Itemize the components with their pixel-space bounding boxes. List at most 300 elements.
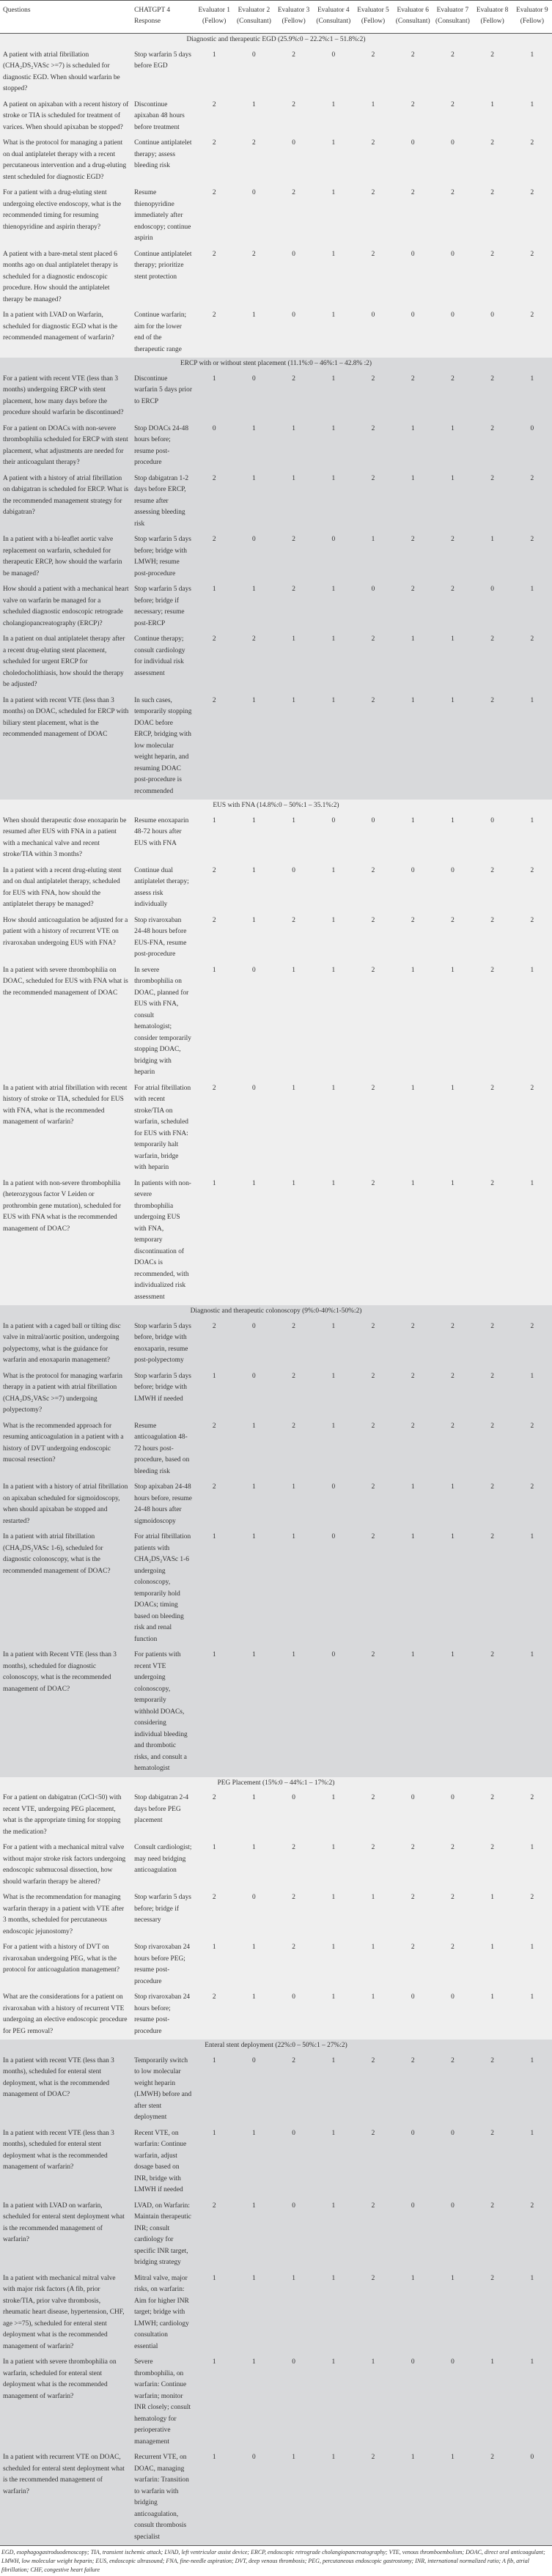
score-evaluator-7: 1 [451, 2454, 455, 2461]
question-cell: In a patient with recurrent VTE on DOAC, scheduled for enteral stent deployment what is the recommended management of warfarin? [3, 2454, 125, 2495]
score-evaluator-9: 2 [530, 1483, 534, 1491]
evaluator-role: (Consultant) [316, 18, 351, 25]
response-cell: Continue warfarin; aim for the lower end of the therapeutic range [134, 311, 187, 353]
score-evaluator-1: 1 [212, 51, 216, 59]
header-questions: Questions [3, 7, 31, 14]
score-evaluator-8: 2 [490, 1483, 494, 1491]
score-evaluator-2: 0 [252, 966, 256, 974]
response-cell: Stop warfarin 5 days before, bridge with enoxaparin, resume post-polypectomy [134, 1322, 191, 1364]
score-evaluator-8: 1 [490, 1993, 494, 2001]
score-evaluator-6: 1 [411, 816, 415, 824]
score-evaluator-9: 1 [530, 51, 534, 59]
score-evaluator-9: 2 [530, 1322, 534, 1330]
score-evaluator-9: 2 [530, 474, 534, 482]
score-evaluator-7: 0 [451, 2358, 455, 2366]
score-evaluator-7: 0 [451, 2129, 455, 2137]
score-evaluator-2: 0 [252, 536, 256, 543]
score-evaluator-6: 0 [411, 1993, 415, 2001]
score-evaluator-2: 2 [252, 635, 256, 643]
score-evaluator-1: 1 [212, 1944, 216, 1951]
score-evaluator-4: 0 [331, 1533, 336, 1540]
section-title: ERCP with or without stent placement (11.1%:0 – 46%:1 – 42.8% :2) [180, 360, 372, 367]
score-evaluator-8: 2 [490, 474, 494, 482]
table-row [0, 2355, 552, 2450]
score-evaluator-8: 2 [490, 2129, 494, 2137]
score-evaluator-7: 1 [451, 1651, 455, 1658]
score-evaluator-2: 1 [252, 866, 256, 874]
score-evaluator-3: 1 [292, 1179, 295, 1187]
score-evaluator-3: 2 [292, 1322, 295, 1330]
score-evaluator-5: 2 [371, 1084, 375, 1092]
question-cell: How should a patient with a mechanical heart valve on warfarin be managed for a scheduled diagnostic endoscopic retrograde cholangiopancreatography (ERCP)? [3, 586, 129, 627]
table-row [0, 1529, 552, 1647]
header-evaluator-6 [393, 1, 433, 34]
question-cell: A patient with a history of atrial fibrillation on dabigatran is scheduled for ERCP. What is the recommended management strategy for dabigatran? [3, 474, 129, 516]
section-title: EUS with FNA (14.8%:0 – 50%:1 – 35.1%:2) [213, 802, 339, 809]
score-evaluator-7: 2 [451, 100, 455, 108]
score-evaluator-4: 1 [331, 1179, 336, 1187]
table-row [0, 136, 552, 185]
score-evaluator-7: 1 [451, 696, 455, 704]
response-cell: Continue dual antiplatelet therapy; assess risk individually [134, 866, 189, 908]
score-evaluator-9: 1 [530, 1179, 534, 1187]
score-evaluator-2: 0 [252, 1372, 256, 1380]
score-evaluator-4: 0 [331, 536, 336, 543]
score-evaluator-5: 2 [371, 2454, 375, 2461]
score-evaluator-4: 1 [331, 139, 336, 147]
question-cell: What is the recommended approach for resuming anticoagulation in a patient with a history of DVT undergoing endoscopic mucosal resection? [3, 1422, 124, 1464]
score-evaluator-5: 2 [371, 189, 375, 196]
score-evaluator-6: 1 [411, 474, 415, 482]
evaluator-name: Evaluator 9 [516, 7, 548, 14]
score-evaluator-1: 1 [212, 2274, 216, 2282]
table-row [0, 2053, 552, 2126]
table-row [0, 1480, 552, 1529]
score-evaluator-3: 0 [292, 250, 295, 258]
score-evaluator-3: 0 [292, 139, 295, 147]
question-cell: In a patient with recent VTE (less than 3 months), scheduled for enteral stent deployment, what is the recommended management of DOAC? [3, 2056, 114, 2098]
score-evaluator-5: 2 [371, 2056, 375, 2064]
score-evaluator-9: 1 [530, 2129, 534, 2137]
score-evaluator-4: 1 [331, 100, 336, 108]
score-evaluator-3: 2 [292, 51, 295, 59]
score-evaluator-3: 0 [292, 866, 295, 874]
question-cell: In a patient with mechanical mitral valve with major risk factors (A fib, prior stroke/TIA, prior valve thrombosis, rheumatic heart disease, hypertension, CHF, age >=75), scheduled for enteral stent deployment what is the recommended management of warfarin? [3, 2274, 125, 2350]
score-evaluator-8: 0 [490, 311, 494, 319]
score-evaluator-9: 2 [530, 311, 534, 319]
score-evaluator-8: 2 [490, 2274, 494, 2282]
table-row [0, 1176, 552, 1306]
score-evaluator-3: 2 [292, 189, 295, 196]
response-cell: Resume enoxaparin 48-72 hours after EUS with FNA [134, 816, 189, 847]
score-evaluator-6: 1 [411, 2454, 415, 2461]
score-evaluator-2: 1 [252, 2129, 256, 2137]
score-evaluator-6: 0 [411, 311, 415, 319]
evaluator-role: (Fellow) [480, 18, 504, 25]
score-evaluator-7: 2 [451, 1844, 455, 1851]
score-evaluator-4: 1 [331, 374, 336, 383]
table-row [0, 863, 552, 913]
score-evaluator-3: 1 [292, 816, 295, 824]
score-evaluator-3: 2 [292, 1844, 295, 1851]
evaluator-name: Evaluator 3 [277, 7, 310, 14]
score-evaluator-8: 2 [490, 1794, 494, 1801]
score-evaluator-8: 1 [490, 2358, 494, 2366]
header-evaluator-5 [353, 1, 393, 34]
table-row [0, 632, 552, 693]
score-evaluator-3: 2 [292, 536, 295, 543]
score-evaluator-3: 2 [292, 1944, 295, 1951]
score-evaluator-6: 1 [411, 1483, 415, 1491]
score-evaluator-3: 1 [292, 2454, 295, 2461]
header-evaluator-8 [473, 1, 512, 34]
question-cell: For a patient with a drug-eluting stent undergoing elective endoscopy, what is the recommended timing for resuming thienopyridine and aspirin therapy? [3, 189, 122, 231]
response-cell: Stop DOACs 24-48 hours before; resume post-procedure [134, 424, 189, 466]
score-evaluator-8: 1 [490, 536, 494, 543]
table-row [0, 1369, 552, 1419]
score-evaluator-5: 2 [371, 1844, 375, 1851]
score-evaluator-3: 2 [292, 100, 295, 108]
score-evaluator-5: 2 [371, 1179, 375, 1187]
response-cell: Continue antiplatelet therapy; assess bleeding risk [134, 139, 192, 169]
table-row [0, 532, 552, 582]
question-cell: What is the protocol for managing a patient on dual antiplatelet therapy with a recent percutaneous intervention and a drug-eluting stent scheduled for diagnostic EGD? [3, 139, 127, 181]
score-evaluator-9: 1 [530, 966, 534, 974]
score-evaluator-4: 0 [331, 1651, 336, 1658]
response-cell: In such cases, temporarily stopping DOAC before ERCP, bridging with low molecular weight heparin, and resuming DOAC post-procedure is recommended [134, 696, 192, 795]
question-cell: In a patient with a recent drug-eluting stent and on dual antiplatelet therapy, scheduled for EUS with FNA, how should the antiplatelet therapy be managed? [3, 866, 122, 908]
table-row [0, 813, 552, 863]
score-evaluator-5: 2 [371, 250, 375, 258]
score-evaluator-5: 1 [371, 100, 375, 108]
table-row [0, 2450, 552, 2545]
score-evaluator-5: 2 [371, 1372, 375, 1380]
score-evaluator-8: 0 [490, 586, 494, 593]
score-evaluator-2: 1 [252, 916, 256, 924]
score-evaluator-9: 2 [530, 635, 534, 643]
score-evaluator-6: 2 [411, 51, 415, 59]
question-cell: How should anticoagulation be adjusted for a patient with a history of recurrent VTE on rivaroxaban undergoing EUS with FNA? [3, 916, 128, 947]
score-evaluator-2: 1 [252, 1483, 256, 1491]
score-evaluator-1: 2 [212, 100, 216, 108]
score-evaluator-8: 2 [490, 1651, 494, 1658]
table-row [0, 97, 552, 136]
score-evaluator-2: 0 [252, 189, 256, 196]
table-row [0, 1647, 552, 1777]
score-evaluator-8: 2 [490, 51, 494, 59]
table-row [0, 471, 552, 533]
question-cell: What are the considerations for a patient on rivaroxaban with a history of recurrent VTE undergoing an elective endoscopic procedure for PEG removal? [3, 1993, 128, 2035]
score-evaluator-2: 0 [252, 1084, 256, 1092]
score-evaluator-2: 1 [252, 1179, 256, 1187]
score-evaluator-9: 1 [530, 2056, 534, 2064]
question-cell: In a patient with atrial fibrillation with recent history of stroke or TIA, scheduled for EUS with FNA, what is the recommended management of warfarin? [3, 1084, 128, 1126]
score-evaluator-6: 1 [411, 696, 415, 704]
evaluator-role: (Fellow) [281, 18, 306, 25]
score-evaluator-4: 1 [331, 2056, 336, 2064]
response-cell: Stop warfarin 5 days before EGD [134, 51, 191, 70]
score-evaluator-9: 2 [530, 139, 534, 147]
score-evaluator-3: 2 [292, 1894, 295, 1901]
score-evaluator-4: 1 [331, 2202, 336, 2210]
score-evaluator-1: 2 [212, 474, 216, 482]
score-evaluator-7: 1 [451, 1533, 455, 1540]
score-evaluator-7: 2 [451, 189, 455, 196]
table-row [0, 1081, 552, 1176]
score-evaluator-5: 2 [371, 374, 375, 383]
evaluator-name: Evaluator 4 [317, 7, 350, 14]
score-evaluator-9: 1 [530, 1651, 534, 1658]
score-evaluator-3: 1 [292, 966, 295, 974]
score-evaluator-7: 0 [451, 139, 455, 147]
score-evaluator-4: 1 [331, 2454, 336, 2461]
score-evaluator-2: 1 [252, 2358, 256, 2366]
response-cell: Severe thrombophilia, on warfarin: Continue warfarin; monitor INR closely; consult hematology for perioperative management [134, 2358, 191, 2446]
score-evaluator-3: 1 [292, 635, 295, 643]
question-cell: A patient on apixaban with a recent history of stroke or TIA is scheduled for treatment of varices. When should apixaban be stopped? [3, 100, 129, 131]
score-evaluator-2: 1 [252, 1533, 256, 1540]
score-evaluator-9: 2 [530, 536, 534, 543]
score-evaluator-4: 1 [331, 1794, 336, 1801]
score-evaluator-1: 2 [212, 2202, 216, 2210]
score-evaluator-5: 2 [371, 1422, 375, 1430]
score-evaluator-4: 1 [331, 916, 336, 924]
score-evaluator-8: 2 [490, 696, 494, 704]
score-evaluator-5: 1 [371, 536, 375, 543]
score-evaluator-5: 2 [371, 866, 375, 874]
score-evaluator-4: 1 [331, 2274, 336, 2282]
question-cell: In a patient with atrial fibrillation (CHA₂DS₂VASc 1-6), scheduled for diagnostic colonoscopy, what is the recommended management of DOAC? [3, 1533, 111, 1575]
score-evaluator-2: 1 [252, 816, 256, 824]
score-evaluator-5: 1 [371, 1944, 375, 1951]
score-evaluator-4: 1 [331, 866, 336, 874]
response-cell: Recent VTE, on warfarin: Continue warfarin, adjust dosage based on INR, bridge with LMWH if needed [134, 2129, 187, 2193]
question-cell: A patient with a bare-metal stent placed 6 months ago on dual antiplatelet therapy is scheduled for a diagnostic endoscopic procedure. How should the antiplatelet therapy be managed? [3, 250, 118, 303]
score-evaluator-8: 1 [490, 1894, 494, 1901]
score-evaluator-1: 2 [212, 250, 216, 258]
evaluator-role: (Fellow) [520, 18, 544, 25]
score-evaluator-3: 1 [292, 696, 295, 704]
response-cell: Temporarily switch to low molecular weight heparin (LMWH) before and after stent deployment [134, 2056, 192, 2121]
table-row [0, 693, 552, 800]
score-evaluator-6: 2 [411, 2056, 415, 2064]
table-row [0, 247, 552, 309]
score-evaluator-2: 2 [252, 250, 256, 258]
score-evaluator-2: 1 [252, 1422, 256, 1430]
score-evaluator-9: 1 [530, 374, 534, 383]
score-evaluator-9: 2 [530, 866, 534, 874]
score-evaluator-6: 0 [411, 2358, 415, 2366]
score-evaluator-8: 2 [490, 1322, 494, 1330]
score-evaluator-4: 1 [331, 1322, 336, 1330]
table-row [0, 1319, 552, 1369]
score-evaluator-5: 0 [371, 816, 375, 824]
score-evaluator-5: 2 [371, 966, 375, 974]
score-evaluator-1: 1 [212, 2358, 216, 2366]
score-evaluator-3: 1 [292, 1533, 295, 1540]
score-evaluator-4: 1 [331, 1422, 336, 1430]
score-evaluator-6: 2 [411, 916, 415, 924]
score-evaluator-8: 2 [490, 1422, 494, 1430]
score-evaluator-8: 2 [490, 1084, 494, 1092]
question-cell: In a patient with severe thrombophilia on DOAC, scheduled for EUS with FNA what is the recommended management of DOAC [3, 966, 128, 997]
score-evaluator-9: 2 [530, 916, 534, 924]
score-evaluator-6: 0 [411, 250, 415, 258]
score-evaluator-2: 1 [252, 1944, 256, 1951]
score-evaluator-3: 2 [292, 586, 295, 593]
table-row [0, 582, 552, 632]
score-evaluator-3: 2 [292, 1372, 295, 1380]
score-evaluator-3: 1 [292, 1483, 295, 1491]
score-evaluator-7: 2 [451, 586, 455, 593]
table-row [0, 48, 552, 97]
score-evaluator-4: 0 [331, 816, 336, 824]
score-evaluator-2: 1 [252, 100, 256, 108]
score-evaluator-7: 2 [451, 2056, 455, 2064]
score-evaluator-6: 2 [411, 586, 415, 593]
score-evaluator-2: 0 [252, 374, 256, 383]
score-evaluator-9: 1 [530, 696, 534, 704]
header-evaluator-1 [194, 1, 234, 34]
score-evaluator-2: 1 [252, 474, 256, 482]
score-evaluator-8: 2 [490, 1533, 494, 1540]
evaluator-name: Evaluator 1 [198, 7, 230, 14]
score-evaluator-6: 0 [411, 1794, 415, 1801]
score-evaluator-6: 2 [411, 1322, 415, 1330]
response-cell: In severe thrombophilia on DOAC, planned for EUS with FNA, consult hematologist; consider temporarily stopping DOAC, bridging with heparin [134, 966, 191, 1076]
response-cell: In patients with non-severe thrombophilia undergoing EUS with FNA, temporary discontinuation of DOACs is recommended, with individualized risk assessment [134, 1179, 191, 1301]
score-evaluator-9: 1 [530, 1533, 534, 1540]
score-evaluator-7: 2 [451, 536, 455, 543]
header-evaluator-2 [234, 1, 273, 34]
score-evaluator-7: 1 [451, 2274, 455, 2282]
score-evaluator-4: 1 [331, 586, 336, 593]
score-evaluator-4: 0 [331, 51, 336, 59]
score-evaluator-1: 2 [212, 916, 216, 924]
question-cell: For a patient on dabigatran (CrCl<50) with recent VTE, undergoing PEG placement, what is the appropriate timing for stopping the medication? [3, 1794, 122, 1836]
question-cell: In a patient with LVAD on warfarin, scheduled for enteral stent deployment what is the recommended management of warfarin? [3, 2202, 125, 2243]
score-evaluator-6: 0 [411, 139, 415, 147]
score-evaluator-5: 2 [371, 1794, 375, 1801]
score-evaluator-5: 2 [371, 424, 375, 432]
score-evaluator-3: 1 [292, 1651, 295, 1658]
score-evaluator-5: 0 [371, 586, 375, 593]
score-evaluator-4: 0 [331, 1483, 336, 1491]
score-evaluator-5: 2 [371, 1483, 375, 1491]
table-row [0, 372, 552, 421]
score-evaluator-6: 2 [411, 1894, 415, 1901]
score-evaluator-2: 1 [252, 2274, 256, 2282]
score-evaluator-7: 1 [451, 966, 455, 974]
score-evaluator-1: 1 [212, 1179, 216, 1187]
score-evaluator-5: 2 [371, 51, 375, 59]
score-evaluator-1: 2 [212, 311, 216, 319]
evaluator-role: (Fellow) [361, 18, 386, 25]
score-evaluator-9: 2 [530, 189, 534, 196]
score-evaluator-1: 0 [212, 424, 216, 432]
score-evaluator-9: 2 [530, 1084, 534, 1092]
score-evaluator-7: 1 [451, 1084, 455, 1092]
score-evaluator-7: 0 [451, 1993, 455, 2001]
question-cell: In a patient with recent VTE (less than 3 months), scheduled for enteral stent deployment what is the recommended management of warfarin? [3, 2129, 114, 2171]
score-evaluator-6: 2 [411, 1372, 415, 1380]
score-evaluator-8: 2 [490, 635, 494, 643]
score-evaluator-7: 1 [451, 635, 455, 643]
score-evaluator-7: 2 [451, 1894, 455, 1901]
section-title: Diagnostic and therapeutic EGD (25.9%:0 – 22.2%:1 – 51.8%:2) [186, 36, 366, 43]
score-evaluator-9: 1 [530, 1993, 534, 2001]
table-row [0, 2199, 552, 2271]
score-evaluator-9: 1 [530, 100, 534, 108]
score-evaluator-6: 2 [411, 1944, 415, 1951]
score-evaluator-7: 1 [451, 1179, 455, 1187]
score-evaluator-1: 2 [212, 1322, 216, 1330]
evaluator-role: (Consultant) [395, 18, 430, 25]
score-evaluator-2: 1 [252, 1794, 256, 1801]
score-evaluator-9: 2 [530, 250, 534, 258]
score-evaluator-6: 2 [411, 1422, 415, 1430]
score-evaluator-7: 2 [451, 51, 455, 59]
score-evaluator-3: 1 [292, 1084, 295, 1092]
score-evaluator-9: 1 [530, 1944, 534, 1951]
score-evaluator-3: 0 [292, 2358, 295, 2366]
score-evaluator-7: 0 [451, 250, 455, 258]
score-evaluator-3: 1 [292, 424, 295, 432]
score-evaluator-9: 1 [530, 2358, 534, 2366]
response-cell: Mitral valve, major risks, on warfarin: Aim for higher INR target; bridge with LMWH; cardiology consultation essential [134, 2274, 189, 2350]
score-evaluator-1: 2 [212, 1422, 216, 1430]
header-evaluator-4 [314, 1, 353, 34]
question-cell: In a patient with a history of atrial fibrillation on apixaban scheduled for sigmoidoscopy, when should apixaban be stopped and restarted? [3, 1483, 128, 1525]
score-evaluator-7: 2 [451, 1322, 455, 1330]
score-evaluator-2: 1 [252, 586, 256, 593]
section [0, 1777, 552, 2040]
score-evaluator-6: 1 [411, 424, 415, 432]
score-evaluator-6: 2 [411, 374, 415, 383]
header-evaluator-9 [512, 1, 552, 34]
score-evaluator-5: 2 [371, 139, 375, 147]
evaluator-name: Evaluator 5 [357, 7, 389, 14]
question-cell: In a patient with Recent VTE (less than 3 months), scheduled for diagnostic colonoscopy, what is the recommended management of DOAC? [3, 1651, 117, 1693]
score-evaluator-1: 2 [212, 1993, 216, 2001]
question-cell: In a patient with non-severe thrombophilia (heterozygous factor V Leiden or prothrombin gene mutation), scheduled for EUS with FNA what is the recommended management of DOAC? [3, 1179, 122, 1233]
score-evaluator-5: 2 [371, 474, 375, 482]
score-evaluator-5: 2 [371, 1533, 375, 1540]
score-evaluator-5: 2 [371, 2129, 375, 2137]
score-evaluator-8: 2 [490, 2202, 494, 2210]
score-evaluator-5: 2 [371, 635, 375, 643]
question-cell: In a patient with severe thrombophilia on warfarin, scheduled for enteral stent deployment what is the recommended management of warfarin? [3, 2358, 117, 2400]
response-cell: Discontinue apixaban 48 hours before treatment [134, 100, 185, 131]
score-evaluator-5: 0 [371, 311, 375, 319]
score-evaluator-9: 1 [530, 1844, 534, 1851]
score-evaluator-5: 1 [371, 1894, 375, 1901]
score-evaluator-2: 0 [252, 1894, 256, 1901]
score-evaluator-6: 1 [411, 1533, 415, 1540]
score-evaluator-2: 0 [252, 1322, 256, 1330]
score-evaluator-1: 2 [212, 139, 216, 147]
table-row [0, 1890, 552, 1940]
response-cell: Recurrent VTE, on DOAC, managing warfarin: Transition to warfarin with bridging anticoagulation, consult thrombosis specialist [134, 2454, 189, 2541]
header-evaluator-3 [274, 1, 314, 34]
response-cell: Stop dabigatran 2-4 days before PEG placement [134, 1794, 189, 1824]
evaluator-name: Evaluator 6 [397, 7, 429, 14]
response-cell: Stop warfarin 5 days before; bridge if necessary; resume post-ERCP [134, 586, 191, 627]
evaluator-role: (Consultant) [435, 18, 470, 25]
table-row [0, 2126, 552, 2199]
table-row [0, 1419, 552, 1480]
question-cell: What is the protocol for managing warfarin therapy in a patient with atrial fibrillation (CHA₂DS₂VASc >=7) undergoing polypectomy? [3, 1372, 122, 1414]
